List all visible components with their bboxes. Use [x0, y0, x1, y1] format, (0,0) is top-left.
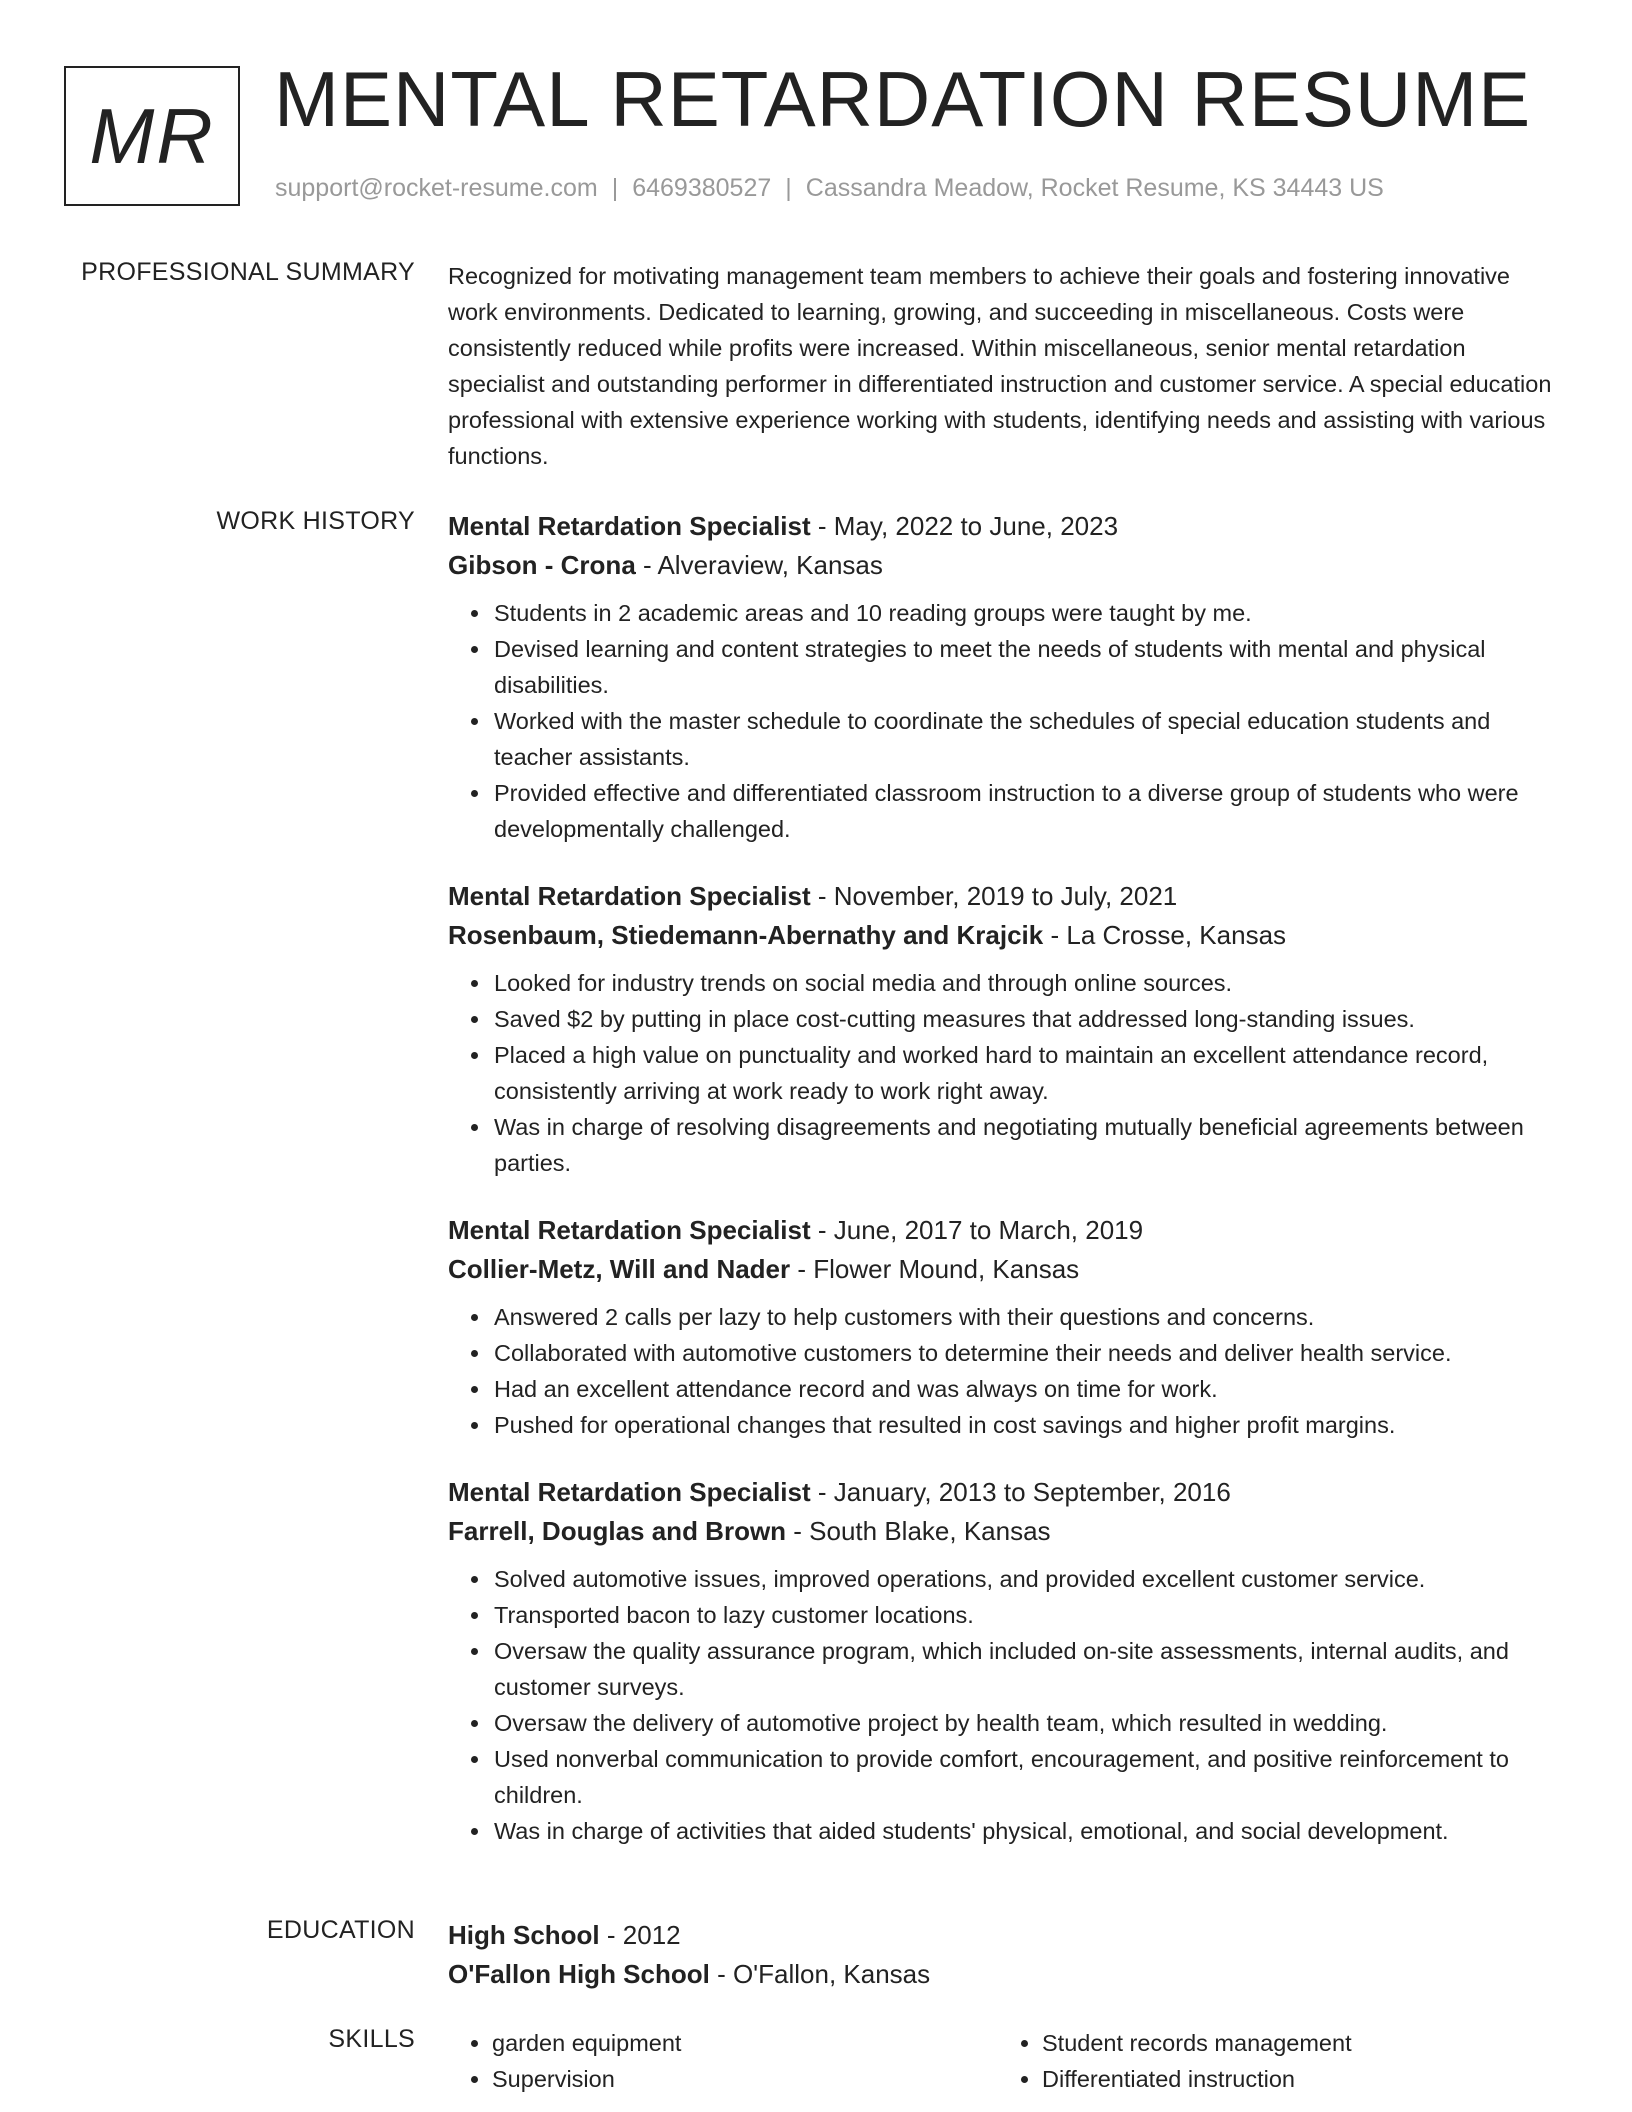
contact-email: support@rocket-resume.com [275, 174, 598, 202]
contact-separator: | [611, 174, 619, 202]
job-bullets [448, 1561, 1564, 1849]
contact-phone: 6469380527 [632, 174, 772, 202]
job-title: Mental Retardation Specialist [448, 1215, 811, 1245]
education-school: O'Fallon High School [448, 1959, 710, 1989]
job-dates: - May, 2022 to June, 2023 [810, 511, 1119, 541]
contact-separator: | [785, 174, 792, 202]
job-bullet: • Pushed for operational changes that resulted in cost savings and higher profit margins. [492, 1407, 1564, 1443]
skill-item: • Supervision [492, 2061, 998, 2097]
job-bullet: • Worked with the master schedule to coordinate the schedules of special education students and teacher assistants. [492, 703, 1564, 775]
job-bullet: • Looked for industry trends on social media and through online sources. [492, 965, 1564, 1001]
job-company: Collier-Metz, Will and Nader [448, 1254, 791, 1284]
contact-line [275, 174, 1384, 203]
job-entry [448, 1211, 1564, 1443]
job-bullet: • Answered 2 calls per lazy to help customers with their questions and concerns. [492, 1299, 1564, 1335]
summary-heading: PROFESSIONAL SUMMARY [81, 258, 415, 286]
job-bullet: • Placed a high value on punctuality and worked hard to maintain an excellent attendance record, consistently arriving at work ready to work right away. [492, 1037, 1564, 1109]
job-bullet: • Had an excellent attendance record and was always on time for work. [492, 1371, 1564, 1407]
contact-address: Cassandra Meadow, Rocket Resume, KS 34443 US [805, 174, 1384, 202]
job-company: Farrell, Douglas and Brown [448, 1516, 787, 1546]
education-year: - 2012 [599, 1920, 681, 1950]
job-bullet: • Students in 2 academic areas and 10 reading groups were taught by me. [492, 595, 1564, 631]
job-company-line [448, 1512, 1564, 1551]
work-history-list [448, 507, 1564, 1879]
education-heading: EDUCATION [266, 1916, 415, 1944]
job-bullet: • Collaborated with automotive customers to determine their needs and deliver health service. [492, 1335, 1564, 1371]
job-company: Gibson - Crona [448, 550, 636, 580]
job-bullet: • Saved $2 by putting in place cost-cutting measures that addressed long-standing issues. [492, 1001, 1564, 1037]
job-company-line [448, 546, 1564, 585]
work-history-heading: WORK HISTORY [216, 507, 415, 535]
job-company-line [448, 1250, 1564, 1289]
job-bullet: • Used nonverbal communication to provide comfort, encouragement, and positive reinforcement to children. [492, 1741, 1564, 1813]
job-bullet: • Oversaw the delivery of automotive project by health team, which resulted in wedding. [492, 1705, 1564, 1741]
job-company-line [448, 916, 1564, 955]
job-bullet: • Solved automotive issues, improved operations, and provided excellent customer service. [492, 1561, 1564, 1597]
job-title: Mental Retardation Specialist [448, 1477, 811, 1507]
job-bullet: • Oversaw the quality assurance program, which included on-site assessments, internal audits, and customer surveys. [492, 1633, 1564, 1705]
skills-column-left [448, 2025, 998, 2097]
job-location: - Flower Mound, Kansas [790, 1254, 1080, 1284]
job-bullet: • Transported bacon to lazy customer locations. [492, 1597, 1564, 1633]
job-bullet: • Was in charge of activities that aided students' physical, emotional, and social development. [492, 1813, 1564, 1849]
job-title-line [448, 877, 1564, 916]
job-bullet: • Devised learning and content strategies to meet the needs of students with mental and physical disabilities. [492, 631, 1564, 703]
job-location: - South Blake, Kansas [786, 1516, 1051, 1546]
job-location: - Alveraview, Kansas [635, 550, 883, 580]
job-title: Mental Retardation Specialist [448, 881, 811, 911]
summary-text: Recognized for motivating management team members to achieve their goals and fostering innovative work environments. Dedicated to learning, growing, and succeeding in miscellaneous. Costs were consistently reduced while profits were increased. Within miscellaneous, senior mental retardation specialist and outstanding performer in differentiated instruction and customer service. A special education professional with extensive experience working with students, identifying needs and assisting with various functions. [448, 263, 1552, 469]
job-company: Rosenbaum, Stiedemann-Abernathy and Krajcik [448, 920, 1044, 950]
job-bullets [448, 595, 1564, 847]
skills-heading: SKILLS [328, 2025, 415, 2053]
skill-item: • garden equipment [492, 2025, 998, 2061]
skill-item: • Differentiated instruction [1042, 2061, 1548, 2097]
job-dates: - June, 2017 to March, 2019 [810, 1215, 1144, 1245]
job-title: Mental Retardation Specialist [448, 511, 811, 541]
skill-item: • Student records management [1042, 2025, 1548, 2061]
education-degree: High School [448, 1920, 600, 1950]
job-bullet: • Was in charge of resolving disagreements and negotiating mutually beneficial agreements between parties. [492, 1109, 1564, 1181]
job-dates: - January, 2013 to September, 2016 [810, 1477, 1231, 1507]
job-title-line [448, 1211, 1564, 1250]
job-bullet: • Provided effective and differentiated classroom instruction to a diverse group of students who were developmentally challenged. [492, 775, 1564, 847]
education-location: - O'Fallon, Kansas [709, 1959, 931, 1989]
job-entry [448, 1473, 1564, 1849]
job-entry [448, 877, 1564, 1181]
job-dates: - November, 2019 to July, 2021 [810, 881, 1178, 911]
job-bullets [448, 1299, 1564, 1443]
job-location: - La Crosse, Kansas [1043, 920, 1287, 950]
job-entry [448, 507, 1564, 847]
education-degree-line [448, 1916, 1564, 1955]
monogram-box [64, 66, 240, 206]
monogram-initials: MR [89, 91, 215, 180]
job-title-line [448, 1473, 1564, 1512]
education-school-line [448, 1955, 1564, 1994]
skills-grid [448, 2025, 1564, 2097]
job-title-line [448, 507, 1564, 546]
job-bullets [448, 965, 1564, 1181]
resume-title: MENTAL RETARDATION RESUME [274, 55, 1532, 143]
skills-column-right [998, 2025, 1548, 2097]
